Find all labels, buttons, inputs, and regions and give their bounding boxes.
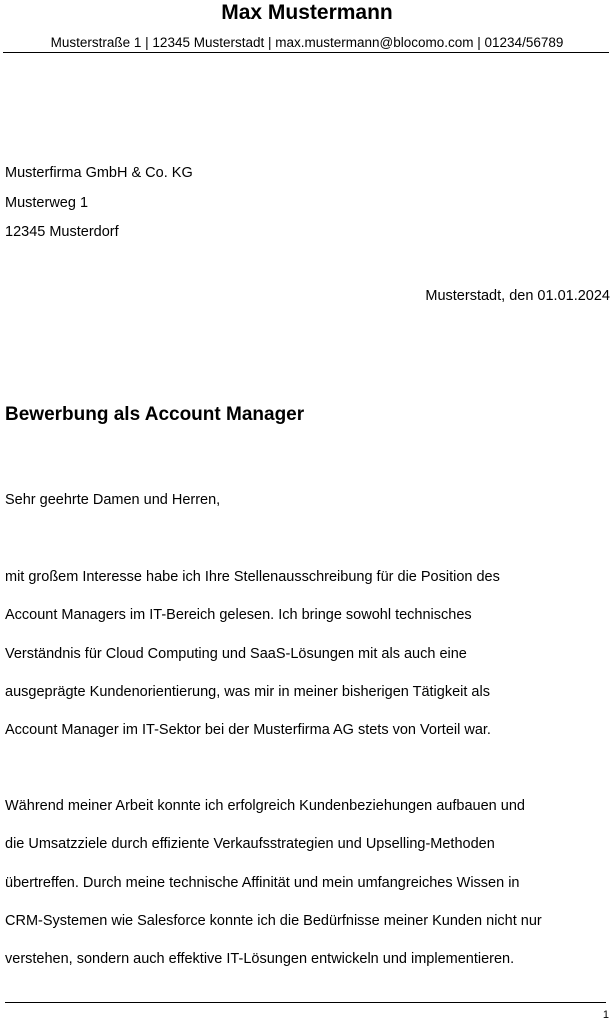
paragraph-line: die Umsatzziele durch effiziente Verkaufsstrategien und Upselling-Methoden	[5, 836, 495, 853]
body-paragraph	[5, 558, 611, 749]
paragraph-line: ausgeprägte Kundenorientierung, was mir in meiner bisherigen Tätigkeit als	[5, 683, 490, 700]
paragraph-line: verstehen, sondern auch effektive IT-Lösungen entwickeln und implementieren.	[5, 951, 515, 968]
letter-date: Musterstadt, den 01.01.2024	[425, 288, 610, 304]
sender-name: Max Mustermann	[221, 1, 393, 24]
sender-contact-line: Musterstraße 1 | 12345 Musterstadt | max.mustermann@blocomo.com | 01234/56789	[50, 35, 564, 50]
paragraph-line: CRM-Systemen wie Salesforce konnte ich die Bedürfnisse meiner Kunden nicht nur	[5, 912, 542, 929]
page-number: 1	[602, 1009, 609, 1021]
recipient-company: Musterfirma GmbH & Co. KG	[5, 165, 193, 181]
recipient-city: 12345 Musterdorf	[5, 224, 119, 240]
header-divider	[3, 52, 609, 53]
recipient-street: Musterweg 1	[5, 194, 89, 211]
paragraph-line: Verständnis für Cloud Computing und SaaS-Lösungen mit als auch eine	[5, 645, 467, 662]
paragraph-line: übertreffen. Durch meine technische Affinität und mein umfangreiches Wissen in	[5, 874, 520, 891]
recipient-address	[5, 159, 193, 248]
letter-subject: Bewerbung als Account Manager	[5, 404, 305, 425]
paragraph-line: Account Manager im IT-Sektor bei der Musterfirma AG stets von Vorteil war.	[5, 722, 491, 739]
letter-salutation: Sehr geehrte Damen und Herren,	[5, 492, 221, 508]
paragraph-line: Während meiner Arbeit konnte ich erfolgreich Kundenbeziehungen aufbauen und	[5, 798, 525, 814]
paragraph-line: Account Managers im IT-Bereich gelesen. Ich bringe sowohl technisches	[5, 607, 472, 624]
footer-divider	[5, 1002, 606, 1003]
body-paragraph	[5, 787, 611, 978]
paragraph-line: mit großem Interesse habe ich Ihre Stellenausschreibung für die Position des	[5, 569, 500, 585]
